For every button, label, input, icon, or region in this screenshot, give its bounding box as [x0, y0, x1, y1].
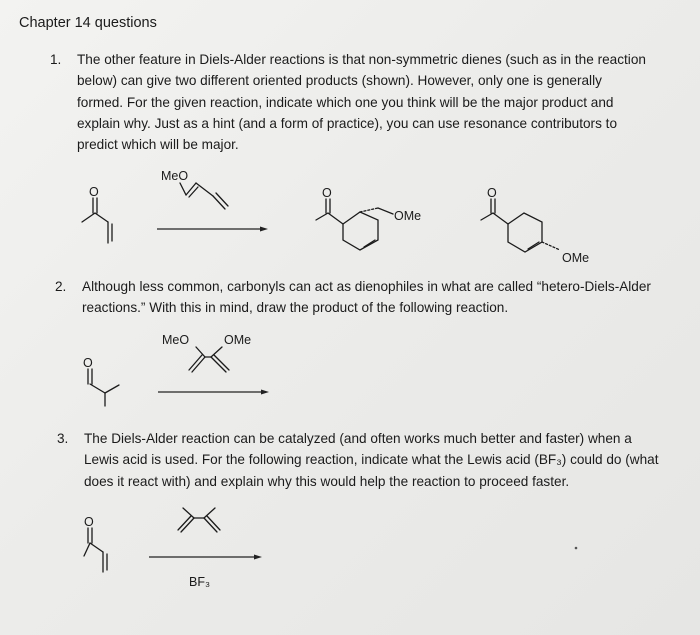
question-line: predict which will be major. [77, 137, 239, 153]
question-line: Although less common, carbonyls can act as dienophiles in what are called “hetero-Diels-Alder [82, 279, 651, 294]
question-line: below) can give two different oriented products (shown). However, only one is generally [77, 73, 602, 89]
q1-carbonyl-oxygen: O [89, 185, 99, 199]
q1-methoxy-label: MeO [161, 169, 189, 183]
question-line: Lewis acid is used. For the following reaction, indicate what the Lewis acid (BF₃) could do (what [84, 452, 659, 468]
question-line: formed. For the given reaction, indicate which one you think will be the major product and [77, 94, 614, 110]
question-number: 2. [55, 279, 67, 294]
q1-product2-methoxy: OMe [562, 251, 590, 265]
stray-mark [575, 547, 578, 550]
q3-diene-reagent [178, 508, 220, 532]
page-title: Chapter 14 questions [19, 15, 157, 31]
question-line: The Diels-Alder reaction can be catalyzed (and often works much better and faster) when a [84, 431, 632, 446]
q3-catalyst-label: BF₃ [189, 575, 211, 589]
q1-diene-reagent [161, 169, 228, 209]
q3-reaction-arrow [149, 555, 262, 560]
q1-product2-oxygen: O [487, 186, 497, 200]
q1-dienophile-enone [82, 185, 112, 243]
q3-carbonyl-oxygen: O [84, 515, 94, 529]
question-line: explain why. Just as a hint (and a form of practice), you can use resonance contributors to [77, 115, 617, 131]
q2-reaction-arrow [158, 390, 269, 395]
question-line: The other feature in Diels-Alder reactions is that non-symmetric dienes (such as in the reaction [77, 52, 646, 67]
q2-methoxy-right: OMe [224, 333, 252, 347]
q2-methoxy-left: MeO [162, 333, 190, 347]
q1-product-para [481, 186, 589, 265]
q1-reaction-arrow [157, 227, 268, 232]
q2-carbonyl-dienophile [83, 356, 119, 406]
q2-carbonyl-oxygen: O [83, 356, 93, 370]
question-line: does it react with) and explain why this would help the reaction to proceed faster. [84, 473, 570, 489]
question-number: 1. [50, 52, 62, 67]
q3-dienophile-enone [84, 515, 107, 572]
q1-product-ortho [316, 186, 421, 250]
q1-product1-oxygen: O [322, 186, 332, 200]
q1-product1-methoxy: OMe [394, 209, 422, 223]
question-number: 3. [57, 431, 69, 446]
q2-diene-reagent [162, 333, 251, 372]
question-line: reactions.” With this in mind, draw the product of the following reaction. [82, 300, 509, 316]
